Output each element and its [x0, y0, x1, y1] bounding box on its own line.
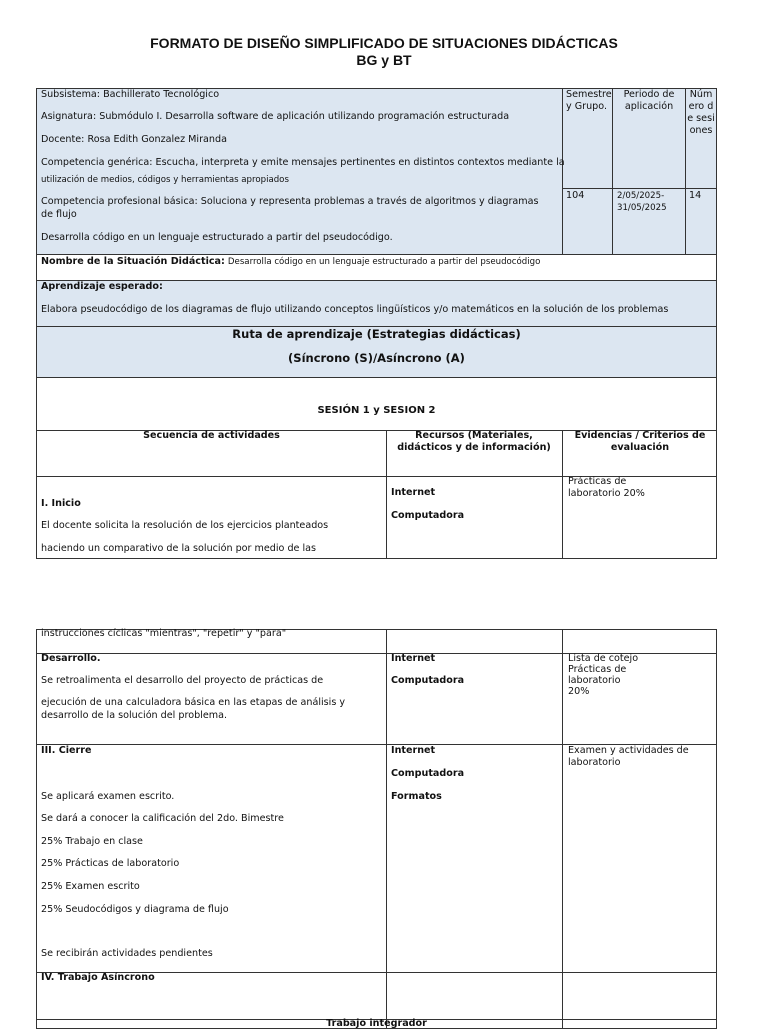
col-secuencia: Secuencia de actividades — [143, 430, 280, 441]
aprendizaje-label: Aprendizaje esperado: — [41, 281, 163, 292]
cierre-item: 25% Trabajo en clase — [41, 836, 143, 847]
cierre-item: Se dará a conocer la calificación del 2do. Bimestre — [41, 813, 284, 824]
periodo-label: Periodo de aplicación — [623, 89, 675, 112]
cierre-item: 25% Prácticas de laboratorio — [41, 858, 180, 869]
trabajo-integrador: Trabajo integrador — [326, 1018, 427, 1029]
inicio-recurso-internet: Internet — [391, 487, 436, 498]
desarrolla-codigo: Desarrolla código en un lenguaje estructurado a partir del pseudocódigo. — [41, 232, 393, 243]
desarrollo-evidencia-4: 20% — [568, 686, 590, 697]
competencia-generica: Competencia genérica: Escucha, interpreta y emite mensajes pertinentes en distintos contextos mediante la — [41, 157, 565, 168]
subsistema: Subsistema: Bachillerato Tecnológico — [41, 89, 220, 100]
col-evidencias: Evidencias / Criterios de evaluación — [574, 430, 706, 453]
desarrollo-evidencia-2: Prácticas de — [568, 664, 627, 675]
sesion-title: SESIÓN 1 y SESION 2 — [317, 405, 436, 416]
cierre-item: 25% Seudocódigos y diagrama de flujo — [41, 904, 229, 915]
desarrollo-line2: ejecución de una calculadora básica en las etapas de análisis y — [41, 697, 346, 708]
desarrollo-title: Desarrollo. — [41, 653, 101, 664]
desarrollo-recurso-internet: Internet — [391, 653, 436, 664]
document-subtitle: BG y BT — [356, 52, 412, 68]
situacion-label: Nombre de la Situación Didáctica: — [41, 256, 225, 267]
sesiones-value: 14 — [689, 190, 702, 201]
aprendizaje-row — [36, 280, 717, 327]
activities-table-continued — [36, 629, 717, 1029]
desarrollo-line1: Se retroalimenta el desarrollo del proyecto de prácticas de — [41, 675, 324, 686]
cierre-recurso-formatos: Formatos — [391, 791, 442, 802]
desarrollo-recurso-computadora: Computadora — [391, 675, 465, 686]
sesion-row — [36, 377, 717, 431]
competencia-profesional: Competencia profesional básica: Soluciona y representa problemas a través de algoritmos y diagramas — [41, 196, 539, 207]
inicio-line2: haciendo un comparativo de la solución por medio de las — [41, 543, 317, 554]
ruta-subtitle: (Síncrono (S)/Asíncrono (A) — [288, 351, 465, 365]
cierre-recurso-computadora: Computadora — [391, 768, 465, 779]
desarrollo-evidencia-3: laboratorio — [568, 675, 621, 686]
sesiones-label: Número de sesiones — [687, 89, 715, 136]
semestre-value: 104 — [566, 190, 585, 201]
cierre-evidencia: Examen y actividades de laboratorio — [568, 745, 689, 768]
competencia-generica-cont: utilización de medios, códigos y herramientas apropiados — [41, 175, 289, 185]
situacion-value: Desarrolla código en un lenguaje estructurado a partir del pseudocódigo — [227, 257, 541, 267]
col-recursos: Recursos (Materiales, didácticos y de información) — [397, 430, 551, 453]
aprendizaje-value: Elabora pseudocódigo de los diagramas de flujo utilizando conceptos lingüísticos y/o matemáticos en la solución de los problemas — [41, 304, 669, 315]
inicio-evidencia: Prácticas de laboratorio 20% — [568, 476, 645, 499]
docente: Docente: Rosa Edith Gonzalez Miranda — [41, 134, 227, 145]
continuacion-line: instrucciones cíclicas "mientras", "repetir" y "para" — [41, 628, 287, 639]
periodo-value: 2/05/2025-31/05/2025 — [617, 191, 667, 213]
info-table — [36, 88, 717, 255]
cierre-item: 25% Examen escrito — [41, 881, 140, 892]
inicio-recurso-computadora: Computadora — [391, 510, 465, 521]
document-title: FORMATO DE DISEÑO SIMPLIFICADO DE SITUACIONES DIDÁCTICAS — [150, 35, 618, 51]
competencia-profesional-cont: de flujo — [41, 209, 77, 220]
inicio-title: I. Inicio — [41, 498, 81, 509]
asincrono-title: IV. Trabajo Asíncrono — [41, 972, 155, 983]
semestre-label: Semestre y Grupo. — [566, 89, 612, 112]
cierre-item: Se aplicará examen escrito. — [41, 791, 175, 802]
cierre-title: III. Cierre — [41, 745, 92, 756]
activities-table — [36, 430, 717, 559]
cierre-recurso-internet: Internet — [391, 745, 436, 756]
desarrollo-evidencia-1: Lista de cotejo — [568, 653, 639, 664]
inicio-line1: El docente solicita la resolución de los ejercicios planteados — [41, 520, 329, 531]
cierre-item: Se recibirán actividades pendientes — [41, 948, 213, 959]
ruta-row — [36, 326, 717, 378]
ruta-title: Ruta de aprendizaje (Estrategias didácticas) — [232, 327, 521, 341]
desarrollo-line3: desarrollo de la solución del problema. — [41, 710, 228, 721]
asignatura: Asignatura: Submódulo I. Desarrolla software de aplicación utilizando programación estructurada — [41, 111, 510, 122]
situacion-row — [36, 254, 717, 281]
